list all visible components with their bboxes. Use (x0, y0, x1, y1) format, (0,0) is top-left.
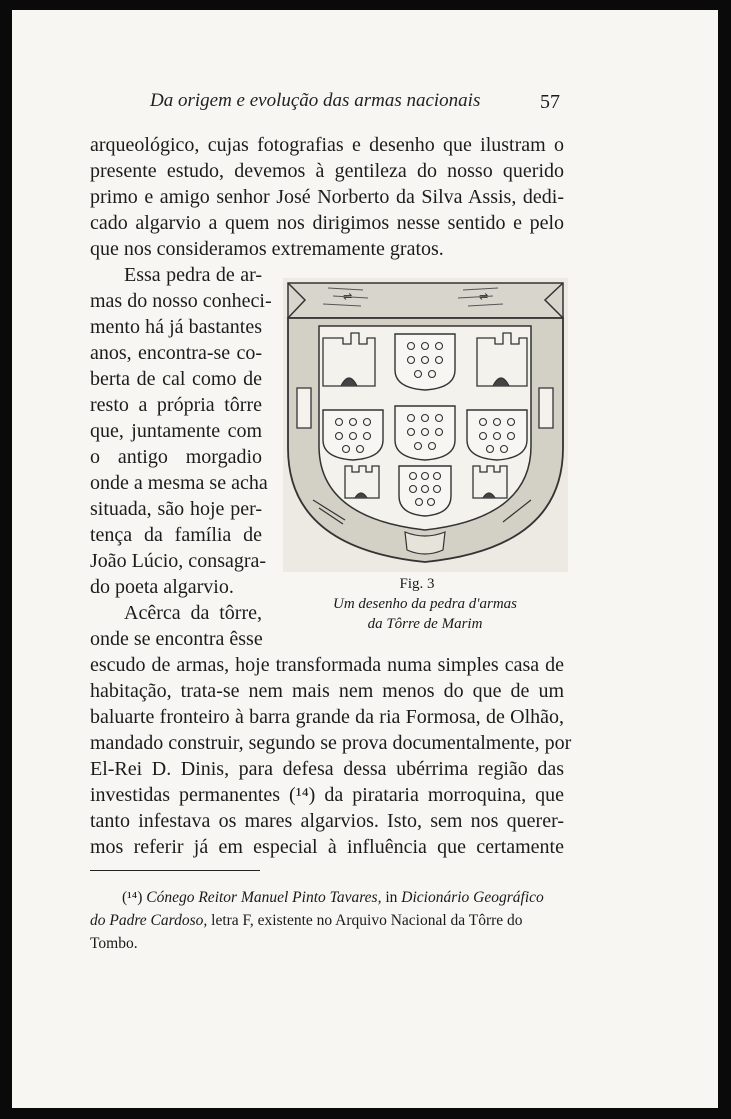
svg-text:⇌: ⇌ (479, 290, 489, 303)
figure-label: Fig. 3 (399, 576, 435, 592)
side-line: mas do nosso conheci- (90, 290, 272, 312)
figure-caption-line: Um desenho da pedra d'armas (332, 596, 518, 612)
side-line: anos, encontra-se co- (90, 342, 262, 364)
footnote-line (122, 886, 544, 909)
footnote-connector: in (385, 889, 398, 906)
body-line: El-Rei D. Dinis, para defesa dessa ubérrima região das (90, 758, 564, 780)
body-line: tanto infestava os mares algarvios. Isto, sem nos querer- (90, 810, 564, 832)
figure-caption-line: da Tôrre de Marim (367, 616, 483, 632)
side-line: situada, são hoje per- (90, 498, 262, 520)
body-line: primo e amigo senhor José Norberto da Silva Assis, dedi- (90, 186, 564, 208)
body-line: cado algarvio a quem nos dirigimos nesse sentido e pelo (90, 212, 564, 234)
side-line: Essa pedra de ar- (124, 264, 262, 286)
body-line: escudo de armas, hoje transformada numa simples casa de (90, 654, 564, 676)
side-line: berta de cal como de (90, 368, 262, 390)
side-line: do poeta algarvio. (90, 576, 234, 598)
figure-caption (300, 594, 550, 634)
body-line: que nos consideramos extremamente gratos. (90, 238, 444, 260)
svg-text:⇌: ⇌ (343, 290, 353, 303)
body-line: habitação, trata-se nem mais nem menos do que de um (90, 680, 564, 702)
side-line: onde a mesma se acha (90, 472, 268, 494)
body-line: mandado construir, segundo se prova documentalmente, por (90, 732, 572, 754)
footnote-work: Dicionário Geográfico (401, 889, 544, 906)
side-line: João Lúcio, consagra- (90, 550, 267, 572)
side-line: Acêrca da tôrre, (124, 602, 262, 624)
footnote-line: Tombo. (90, 935, 138, 952)
page-number: 57 (540, 91, 560, 113)
footnote-author: Cónego Reitor Manuel Pinto Tavares, (146, 889, 382, 906)
side-line: resto a própria tôrre (90, 394, 262, 416)
side-line: o antigo morgadio (90, 446, 262, 468)
body-line: baluarte fronteiro à barra grande da ria Formosa, de Olhão, (90, 706, 564, 728)
footnote-work-continued: do Padre Cardoso, (90, 912, 208, 929)
footnote-text: letra F, existente no Arquivo Nacional da Tôrre do (211, 912, 523, 929)
body-line: presente estudo, devemos à gentileza do nosso querido (90, 160, 564, 182)
coat-of-arms-drawing (283, 278, 568, 572)
footnote-marker: (¹⁴) (122, 889, 143, 906)
side-line: tença da família de (90, 524, 262, 546)
running-title: Da origem e evolução das armas nacionais (150, 90, 481, 111)
footnote-rule (90, 870, 260, 871)
footnote-line (90, 909, 523, 932)
body-line: investidas permanentes (¹⁴) da pirataria morroquina, que (90, 784, 564, 806)
side-line: mento há já bastantes (90, 316, 262, 338)
side-line: onde se encontra êsse (90, 628, 263, 650)
body-line: arqueológico, cujas fotografias e desenho que ilustram o (90, 134, 564, 156)
body-line: mos referir já em especial à influência que certamente (90, 836, 564, 858)
side-line: que, juntamente com (90, 420, 262, 442)
